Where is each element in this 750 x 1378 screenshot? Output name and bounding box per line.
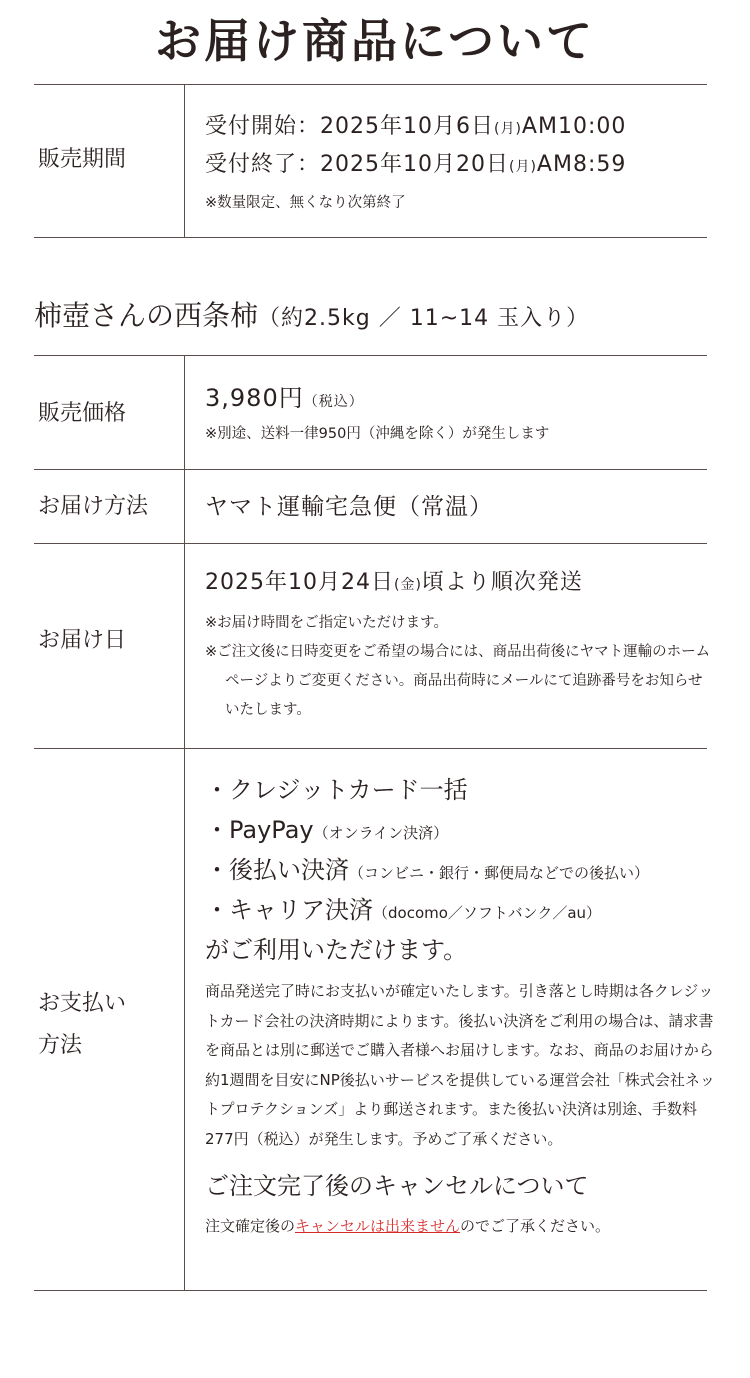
payment-method: ・キャリア決済（docomo／ソフトバンク／au） — [205, 896, 602, 924]
page-title: お届け商品について — [154, 14, 596, 68]
payment-value — [205, 772, 715, 1241]
price-tax: （税込） — [303, 394, 364, 410]
payment-description: 商品発送完了時にお支払いが確定いたします。引き落とし時期は各クレジットカード会社の決済時期によります。後払い決済をご利用の場合は、請求書を商品とは別に郵送でご購入者様へお届けします。なお、商品のお届けから約1週間を目安にNP後払いサービスを提供している運営会社「株式会社ネットプロテクションズ」より郵送されます。また後払い決済は別途、手数料277円（税込）が発生します。予めご了承ください。 — [205, 982, 715, 1148]
delivery-method-label: お届け方法 — [38, 494, 149, 519]
payment-method: ・PayPay（オンライン決済） — [205, 816, 449, 844]
divider — [34, 543, 707, 544]
delivery-date-value — [205, 565, 711, 725]
price-label: 販売価格 — [38, 401, 127, 426]
divider — [34, 1290, 707, 1291]
delivery-method-value: ヤマト運輸宅急便（常温） — [205, 494, 493, 520]
column-divider — [184, 84, 185, 237]
cancel-warning: キャンセルは出来ません — [295, 1217, 461, 1235]
delivery-date-label: お届け日 — [38, 628, 127, 653]
product-name: 柿壺さんの西条柿 — [34, 299, 259, 332]
price-value — [205, 380, 705, 449]
product-spec: （約2.5kg ／ 11~14 玉入り） — [258, 306, 590, 331]
sales-period-label: 販売期間 — [38, 147, 127, 172]
sales-period-value — [205, 109, 705, 218]
sales-note: ※数量限定、無くなり次第終了 — [205, 195, 406, 211]
cancel-note: 注文確定後のキャンセルは出来ませんのでご了承ください。 — [205, 1217, 611, 1235]
delivery-note-change: ※ご注文後に日時変更をご希望の場合には、商品出荷後にヤマト運輸のホームページよりご変更ください。商品出荷時にメールにて追跡番号をお知らせいたします。 — [205, 644, 711, 718]
divider — [34, 469, 707, 470]
delivery-date: 2025年10月24日(金)頃より順次発送 — [205, 570, 583, 595]
sales-end: 受付終了：2025年10月20日(月)AM8:59 — [205, 152, 627, 177]
cancel-title: ご注文完了後のキャンセルについて — [205, 1172, 589, 1200]
delivery-note-time: ※お届け時間をご指定いただけます。 — [205, 615, 448, 631]
divider — [34, 84, 707, 85]
column-divider — [184, 355, 185, 1290]
payment-method: ・クレジットカード一括 — [205, 776, 468, 804]
divider — [34, 748, 707, 749]
product-title — [34, 290, 734, 345]
price-amount: 3,980円 — [205, 384, 304, 412]
payment-label: お支払い 方法 — [38, 991, 127, 1058]
divider — [34, 237, 707, 238]
payment-method: ・後払い決済（コンビニ・銀行・郵便局などでの後払い） — [205, 856, 650, 884]
sales-start: 受付開始：2025年10月6日(月)AM10:00 — [205, 114, 627, 139]
shipping-note: ※別途、送料一律950円（沖縄を除く）が発生します — [205, 426, 550, 442]
payment-available: がご利用いただけます。 — [205, 936, 468, 964]
divider — [34, 355, 707, 356]
